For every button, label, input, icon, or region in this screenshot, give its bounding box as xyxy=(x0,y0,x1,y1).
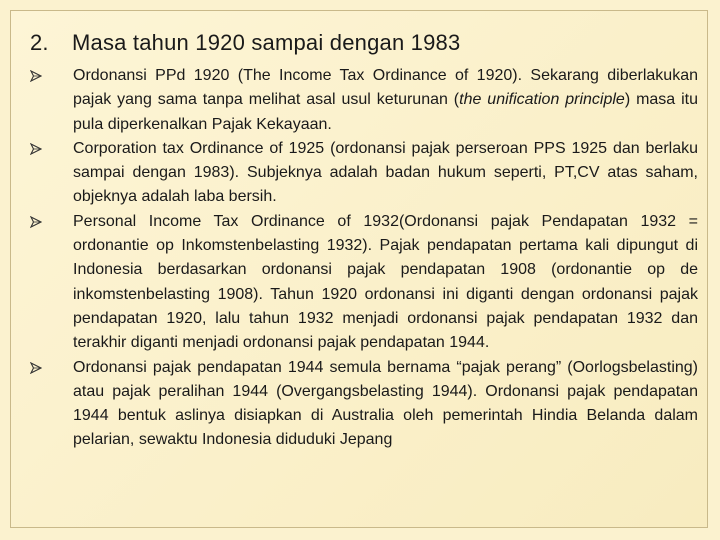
list-item xyxy=(30,137,698,210)
arrow-bullet-icon xyxy=(30,70,42,82)
arrow-bullet-icon xyxy=(30,143,42,155)
arrow-bullet-icon xyxy=(30,216,42,228)
item-text: Ordonansi pajak pendapatan 1944 semula bernama “pajak perang” (Oorlogsbelasting) atau pajak peralihan 1944 (Overgangsbelasting 1944). Ordonansi pajak pendapatan 1944 bentuk aslinya disiapkan di Australia oleh pemerintah Hindia Belanda dalam pelarian, sewaktu Indonesia diduduki Jepang xyxy=(73,358,698,449)
list-item xyxy=(30,64,698,137)
title-number: 2. xyxy=(30,30,49,55)
slide-title xyxy=(30,30,460,56)
list-item xyxy=(30,210,698,356)
italic-phrase: the unification principle xyxy=(459,91,625,109)
item-text: Corporation tax Ordinance of 1925 (ordonansi pajak perseroan PPS 1925 dan berlaku sampai dengan 1983). Subjeknya adalah badan hukum seperti, PT,CV atas saham, objeknya adalah laba bersih. xyxy=(73,139,698,206)
list-item xyxy=(30,356,698,453)
bullet-list xyxy=(30,64,698,453)
item-text: Ordonansi PPd 1920 (The Income Tax Ordinance of 1920). Sekarang diberlakukan pajak yang sama tanpa melihat asal usul keturunan (the unification principle) masa itu pula diperkenalkan Pajak Kekayaan. xyxy=(73,67,698,133)
item-text: Personal Income Tax Ordinance of 1932(Ordonansi pajak Pendapatan 1932 = ordonantie op Inkomstenbelasting 1932). Pajak pendapatan pertama kali dipungut di Indonesia berdasarkan ordonansi pajak pendapatan 1908 (ordonantie op de inkomstenbelasting 1908). Tahun 1920 ordonansi ini diganti dengan ordonansi pajak pendapatan 1920, lalu tahun 1932 menjadi ordonansi pajak pendapatan 1932 dan terakhir diganti menjadi ordonansi pajak pendapatan 1944. xyxy=(73,212,698,352)
title-text: Masa tahun 1920 sampai dengan 1983 xyxy=(72,30,461,55)
arrow-bullet-icon xyxy=(30,362,42,374)
